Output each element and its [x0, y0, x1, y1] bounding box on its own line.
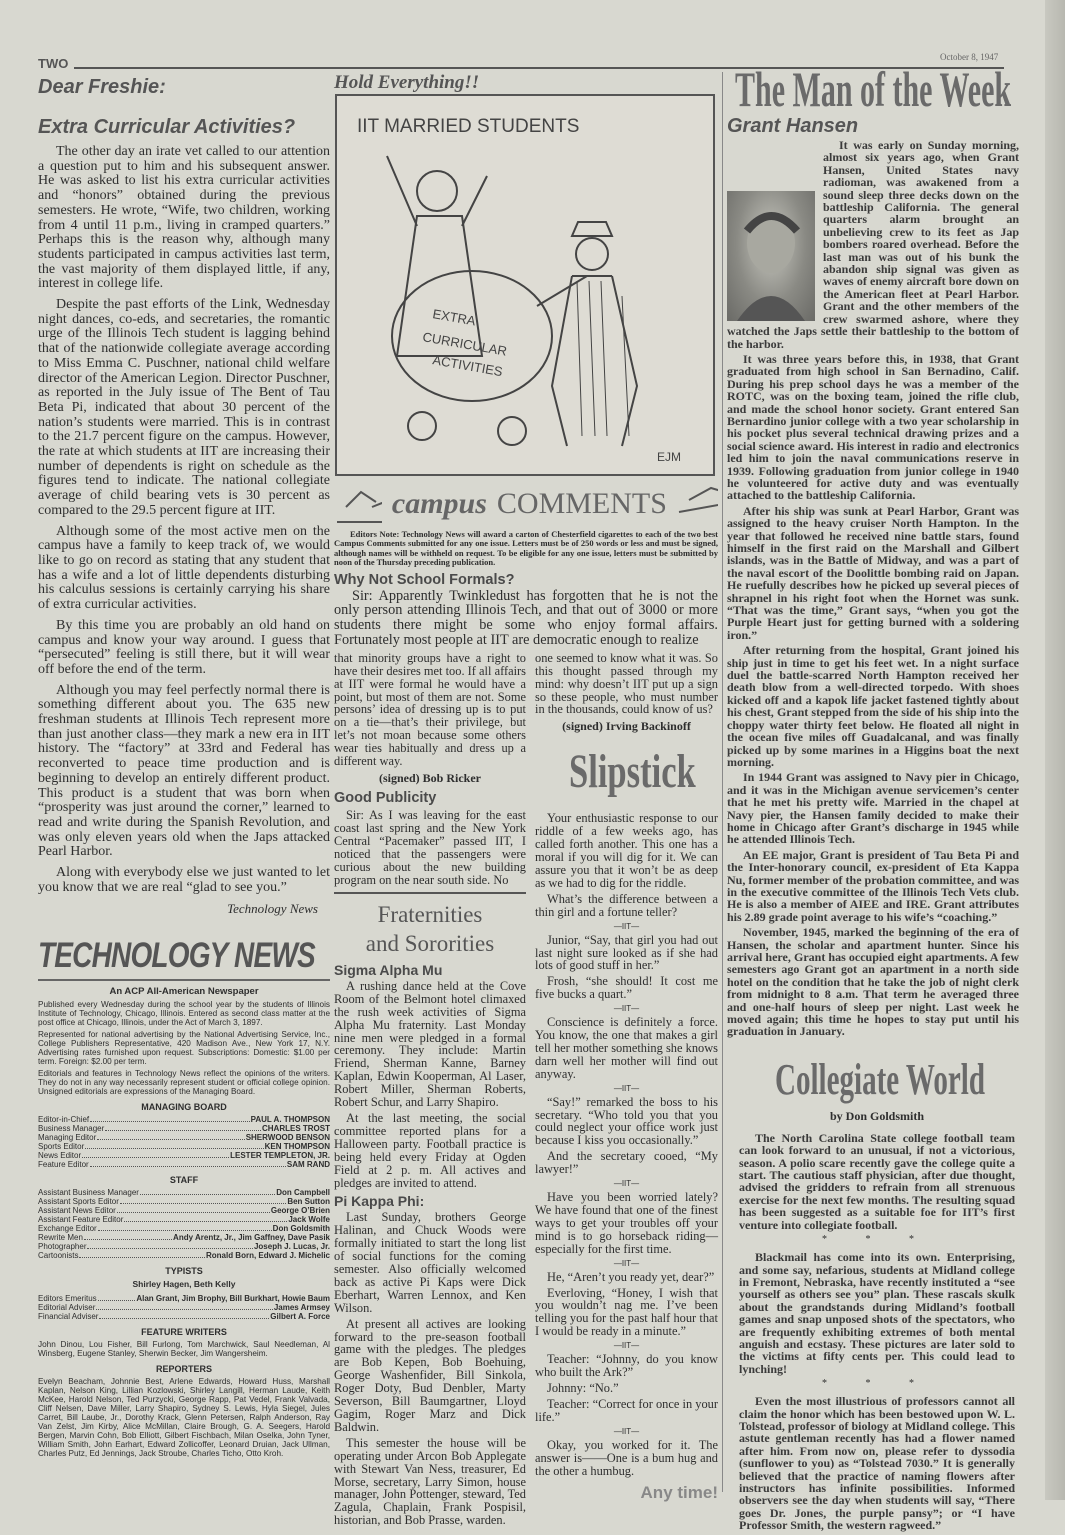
masthead-logo-box: [38, 935, 330, 981]
masthead-info: Editorials and features in Technology News reflect the opinions of the writers. They do not in any way necessarily represent student or official college opinion. Unsigned editorials are expressions of the Managing Board.: [38, 1069, 330, 1097]
portrait-silhouette: [727, 191, 815, 321]
reporters-names: Evelyn Beacham, Johnnie Best, Arlene Edwards, Howard Huss, Marshall Kaplan, Nelson King, Lillian Kozlowski, Shirley Langill, Herman Laude, Keith McKee, Harold Nelson, Ted Purzycki, George Rapp, Pat Vedel, Frank Valvada, Cliff Nelsen, Dave Miller, Larry Shapiro, Sydney S. Lewis, Hyla Siegel, Jules Carret, Bill Laube, Jr., Dorothy Krack, Glenn Petersen, Ralph Anderson, Ray Van Zelst, Jim Kirby, Alice McMillan, Claire Brough, G. A. Seegers, Harold Bergen, Marvin Cohn, Bob Elliott, Gilbert Fischbach, Milan Oselka, John Tyner, William Smith, John Earhart, Edward Zollicoffer, Leonard Druian, Jack Ullman, Charles Putz, Ed Jennings, Jack Stroube, Charles Ticho, Otto Kroh.: [38, 1377, 330, 1459]
editorial-kicker: Dear Freshie:: [38, 76, 166, 98]
staff-row: [38, 1142, 330, 1151]
article-paragraph: Even the most illustrious of professors cannot all claim the honor which has been bestowed upon W. L. Tolstead, professor of biology at Midland college. This astute gentleman recently has had a flower named after him. From now on, please refer to dyssodia (sunflower to you) as “Tolstead 7030.” It is generally believed that the practice of naming flowers after instructors has infinite possibilities. Informed observers see the day when students will say, “There goes Dr. Jones, the purple pansy”; or “I have Professor Smith, the western ragweed.”: [739, 1394, 1015, 1533]
fraternity-paragraph: A rushing dance held at the Cove Room of the Belmont hotel climaxed the rush week activities of Sigma Alpha Mu fraternity. Last Monday nine men were pledged in a formal ceremony. They include: Martin Friend, Sherman Kanne, Barney Kaplan, Edwin Kooperman, Al Laser, Robert Miller, Sherman Roberts, Robert Schur, and Larry Shapiro.: [334, 978, 526, 1110]
fraternity-paragraph: This semester the house will be operating under Arcon Bob Applegate with Stewart Van Ness, treasurer, Ed Morse, secretary, Larry Simon, house manager, John Pottenger, steward, Ted Zagula, Chaplain, Frank Pospisil, historian, and Bob Prasse, warden.: [334, 1435, 526, 1528]
fraternities-title-line1: Fraternities: [377, 901, 483, 927]
letter-headline: Good Publicity: [334, 789, 437, 806]
joke-separator: —IIT—: [613, 1426, 640, 1436]
feature-writers-names: John Dinou, Lou Fisher, Bill Furlong, Tom Marchwick, Saul Needleman, Al Winsberg, Eugene Stanley, Sherwin Becker, Jim Wangersheim.: [38, 1340, 330, 1359]
staff-row: [38, 1224, 330, 1233]
joke-paragraph: He, “Aren’t you ready yet, dear?”: [547, 1269, 715, 1284]
dot-leader: [105, 1124, 261, 1131]
dot-leader: [96, 1303, 272, 1310]
cartoon-panel: [335, 94, 715, 476]
column-rule: [722, 72, 723, 1492]
fraternity-name: Pi Kappa Phi:: [334, 1193, 425, 1210]
slipstick-title-box: [535, 746, 718, 800]
editorial-paragraph: The other day an irate vet called to our attention a question put to him and his subsequent answer. He was asked to list his extra curricular activities and “honors” obtained during the previous semesters. He wrote, “Wife, two children, working from 4 until 11 p.m., living in cramped quarters.” Perhaps this is the reason why, although many students participated in campus activities last term, the vast majority of them displayed little, if any, interest in college life.: [38, 144, 330, 292]
page-date: October 8, 1947: [940, 52, 999, 62]
fraternity-paragraph: At the last meeting, the social committee reported plans for a Halloween party. Football practice is being held every Friday at Ogden Field at 2 p. m. All actives and pledges are invited to attend.: [334, 1110, 526, 1190]
staff-row: [38, 1303, 330, 1312]
staff-row: [38, 1160, 330, 1169]
man-of-week-column: [727, 61, 1019, 1041]
dot-leader: [79, 1251, 205, 1258]
staff-name: KEN THOMPSON: [264, 1142, 330, 1152]
editorial-paragraph: Although some of the most active men on the campus have a family to keep track of, we would like to go on record as stating that any student that has a wife and a lot of little dependents disturbing his calculus sessions is certainly carrying his share of extra curricular activities.: [38, 523, 330, 613]
article-paragraph: It was three years before this, in 1938, that Grant graduated from high school in San Bernadino, Calif. During his prep school days he was a member of the ROTC, was on the boxing team, joined the rifle club, and made the school honor society. Grant entered San Bernardino junior college with a two year scholarship in his pocket plus several technical drawing prizes and a social science award. His interest in radio and electronics led him to join the naval communications reserve in 1939. Following graduation from junior college in 1940 he volunteered for active duty and was eventually attached to the battleship California.: [727, 351, 1019, 503]
staff-row: [38, 1312, 330, 1321]
joke-paragraph: Have you been worried lately? We have found that one of the finest ways to get your troubles off your mind is to go horseback riding—especially for the first time.: [535, 1190, 718, 1256]
joke-paragraph: Everloving, “Honey, I wish that you wouldn’t nag me. I’ve been telling you for the past half hour that I would be ready in a minute.”: [535, 1285, 718, 1339]
staff-name: George O’Brien: [270, 1206, 330, 1216]
man-of-week-body: [727, 139, 1019, 1041]
dot-leader: [124, 1215, 287, 1222]
joke-separator: —IIT—: [613, 921, 640, 931]
joke-paragraph: Junior, “Say, that girl you had out last night sure looked as if she had lots of good stuff in her.”: [535, 932, 718, 973]
fraternities-title: [334, 900, 526, 958]
joke-paragraph: Frosh, “she should! It cost me five bucks a quart.”: [535, 974, 718, 1002]
staff-name: Don Campbell: [276, 1188, 330, 1198]
staff-row: [38, 1251, 330, 1260]
portrait-photo: [727, 191, 815, 321]
dot-leader: [97, 1133, 244, 1140]
reporters-title: REPORTERS: [155, 1364, 212, 1375]
fraternities-title-line2: and Sororities: [365, 930, 495, 956]
collegiate-world-byline: by Don Goldsmith: [829, 1108, 925, 1123]
staff-name: Don Goldsmith: [272, 1224, 330, 1234]
slipstick-body: [535, 812, 718, 1477]
dot-leader: [98, 1294, 136, 1301]
dot-leader: [90, 1160, 286, 1167]
staff-row: [38, 1215, 330, 1224]
campus-comments-caps: COMMENTS: [496, 487, 667, 520]
article-paragraph: After his ship was sunk at Pearl Harbor, Grant was assigned to the heavy cruiser North Hampton. In the year that followed he received nine battle stars, found himself in the first raid on the Marshall and Gilbert islands, was in the Battle of Midway, and was a part of the naval escort of the Doolittle bombing raid on Japan. He ruefully describes how he picked up several pieces of shrapnel in his right foot when the Hornet was sunk. “That was the time,” Grant says, “when you got the Purple Heart just for getting burned with a soldering iron.”: [727, 503, 1019, 642]
letter-continued: that minority groups have a right to have their desires met too. If all affairs at IIT were formal he would have a point, but most of them are not. Some persons’ idea of dressing up is to put on a tie—that’s their privilege, but let’s not moan because some others wear ties habitually and dress up a different way.: [334, 650, 526, 769]
letter-continued: one seemed to know what it was. So this thought passed through my mind: why doesn’t IIT put up a sign so these people, who must number in the thousands, could know of us?: [535, 650, 718, 717]
staff-row: [38, 1206, 330, 1215]
article-paragraph: An EE major, Grant is president of Tau Beta Pi and the Inter-honorary council, ex-president of Eta Kappa Nu, former member of the probation committee, and was in the executive committee of the Illinois Tech Vets club. He is also a member of AIEE and IRE. Grant attributes his 2.89 grade point average to his wife’s “coaching.”: [727, 847, 1019, 924]
staff-role: Financial Adviser: [38, 1312, 99, 1322]
staff-row: [38, 1124, 330, 1133]
cartoon-drawing: [337, 96, 713, 474]
staff-role: Assistant Feature Editor: [38, 1215, 124, 1225]
editorial-paragraph: Although you may feel perfectly normal there is something different about you. The 635 new freshman students at Illinois Tech represent more than just another class—they mark a new era in IIT history. The “factory” at 33rd and Federal has reconverted to peace time production and is beginning to develop an entirely different product. This product is a student that was born when “prosperity was just around the corner,” learned to read and write during the Spanish Revolution, and was only eleven years old when the Japs attacked Pearl Harbor.: [38, 682, 330, 860]
joke-paragraph: Your enthusiastic response to our riddle of a few weeks ago, has called forth another. This one has a moral if you will dig for it. We can assure you that it won’t be as deep as we had to dig for the riddle.: [535, 811, 718, 890]
staff-row: [38, 1233, 330, 1242]
fraternity-name: Sigma Alpha Mu: [334, 961, 443, 978]
collegiate-world-body: [739, 1132, 1015, 1532]
staff-role: Sports Editor: [38, 1142, 85, 1152]
staff-role: Editor-in-Chief: [38, 1115, 90, 1125]
editors-note: Editors Note: Technology News will award a carton of Chesterfield cigarettes to each of the two best Campus Comments submitted for any one issue. Letters must be of 250 words or less and must be signed, although names will be withheld on request. To be eligible for any one issue, letters must be submitted by noon of the Thursday preceding publication.: [334, 529, 718, 568]
article-paragraph: The North Carolina State college football team can look forward to an unusual, if not a victorious, season. A polio scare recently gave the college quite a start. The cautious staff physician, after due thought, advised the gridders to refrain from all strenuous exercise for the next few months. The resulting squad has been suggested as a suitable foe for IIT’s first venture into collegiate football.: [739, 1130, 1015, 1232]
staff-name: Andy Arentz, Jr., Jim Gaffney, Dave Pasik: [173, 1233, 330, 1243]
joke-paragraph: Johnny: “No.”: [547, 1380, 619, 1395]
joke-separator: —IIT—: [613, 1341, 640, 1351]
man-of-week-title-box: [727, 61, 1019, 117]
reclining-figure-left-icon: [334, 482, 382, 526]
middle-right-subcolumn: [535, 652, 718, 1504]
dot-leader: [85, 1142, 263, 1149]
article-paragraph: After returning from the hospital, Grant joined his ship just in time to get his feet wet. In a night surface duel the battle-scarred North Hampton received her death blow from a well-directed torpedo. With shoes kicked off and a kapok life jacket fastened tightly about his chest, Grant stepped from the side of his ship into the choppy water thirty feet below. He floated all night in the ocean five miles off Guadalcanal, and was finally picked up by some marines in a Higgins boat the next morning.: [727, 643, 1019, 769]
section-divider: * * *: [822, 1378, 932, 1390]
staff-row: [38, 1188, 330, 1197]
reclining-figure-right-icon: [677, 482, 718, 526]
slipstick-signoff: Any time!: [640, 1483, 718, 1503]
dot-leader: [84, 1233, 172, 1240]
staff-list: [38, 1188, 330, 1260]
article-paragraph: It was early on Sunday morning, almost six years ago, when Grant Hansen, United States navy radioman, was awakened from a sound sleep three decks down on the battleship California. The general quarters alarm brought an unbelieving crew to its feet as Jap bombers roared overhead. Before the last man was out of his bunk the abandon ship signal was given as waves of enemy aircraft bore down on the American fleet at Pearl Harbor. Grant and the other members of the crew swarmed ashore, where they watched the Japs settle their battleship to the bottom of the harbor.: [727, 138, 1019, 351]
staff-role: Assistant Business Manager: [38, 1188, 139, 1198]
middle-column: [334, 72, 718, 1530]
editorial-paragraph: Along with everybody else we just wanted to let you know that we are real “glad to see you.”: [38, 865, 330, 895]
dot-leader: [120, 1197, 286, 1204]
fraternity-paragraph: Last Sunday, brothers George Halinan, and Chuck Woods were formally initiated to start the long list of social functions for the coming semester. Also officially welcomed back as active Pi Kaps were Dick Eberhart, Warren Lennox, and Ken Wilson.: [334, 1210, 526, 1315]
man-of-week-title: The Man of the Week: [735, 61, 1012, 117]
staff-role: Assistant News Editor: [38, 1206, 116, 1216]
staff-role: Feature Editor: [38, 1160, 89, 1170]
editorial-headline: Extra Curricular Activities?: [38, 116, 296, 138]
feature-writers-title: FEATURE WRITERS: [141, 1327, 227, 1338]
collegiate-world-title: Collegiate World: [775, 1054, 985, 1104]
staff-name: James Armsey: [273, 1303, 330, 1313]
staff-role: News Editor: [38, 1151, 82, 1161]
editorial-column: [38, 76, 330, 917]
dot-leader: [140, 1188, 275, 1195]
editorial-signature: Technology News: [227, 901, 318, 917]
dot-leader: [117, 1206, 270, 1213]
letter-signature: (signed) Irving Backinoff: [562, 719, 691, 734]
left-column: [38, 76, 330, 1461]
joke-paragraph: What’s the difference between a thin girl and a fortune teller?: [535, 891, 718, 919]
joke-paragraph: And the secretary cooed, “My lawyer!”: [535, 1149, 718, 1177]
staff-row: [38, 1151, 330, 1160]
dot-leader: [82, 1151, 229, 1158]
staff-name: Alan Grant, Jim Brophy, Bill Burkhart, Howie Baum: [136, 1294, 330, 1304]
masthead-info: Represented for national advertising by the National Advertising Service, Inc., College Publishers Representative, 420 Madison Ave., New York 17, N.Y. Advertising rates furnished upon request. Subscriptions: Domestic: $1.00 per term. Foreign: $2.00 per term.: [38, 1030, 330, 1067]
staff-role: Managing Editor: [38, 1133, 97, 1143]
letter-headline: Why Not School Formals?: [334, 571, 515, 588]
staff-row: [38, 1294, 330, 1303]
advisers-list: [38, 1294, 330, 1321]
joke-paragraph: Teacher: “Correct for once in your life.”: [535, 1396, 718, 1424]
managing-board-title: MANAGING BOARD: [141, 1102, 227, 1113]
collegiate-world-column: [727, 1054, 1019, 1533]
middle-subcolumns: [334, 652, 718, 1530]
man-of-week-name: Grant Hansen: [727, 115, 859, 137]
editorial-paragraph: By this time you are probably an old hand on campus and know your way around. I guess that “persecuted” feeling is still there, but it will wear off before the end of the term.: [38, 617, 330, 677]
section-rule: [334, 892, 526, 894]
right-column: [727, 61, 1019, 1535]
section-divider: * * *: [822, 1234, 932, 1246]
campus-comments-header: [334, 480, 718, 528]
campus-comments-script: campus: [391, 487, 487, 520]
pram-label-3: ACTIVITIES: [431, 352, 504, 380]
staff-name: Joseph J. Lucas, Jr.: [253, 1242, 330, 1252]
staff-name: Gilbert A. Force: [270, 1312, 330, 1322]
article-paragraph: In 1944 Grant was assigned to Navy pier in Chicago, and it was in the Michigan avenue servicemen’s center that he met his pretty wife. Married in the chapel at Navy pier, the Hansen family decided to make their home in Chicago after Grant’s discharge in 1945 while he attended Illinois Tech.: [727, 770, 1019, 847]
joke-paragraph: Okay, you worked for it. The answer is——One is a bum hug and the other a humbug.: [535, 1437, 718, 1478]
fraternity-paragraph: At present all actives are looking forward to the pre-season football game with the pledges. The pledges are Bob Kepen, Bob Boehuing, George Washenfider, Bill Sinkola, Roger Doty, Bud Denbler, Marty Severson, Bill Baumgartner, Lloyd Gagim, Roger Marz and Dick Baldwin.: [334, 1316, 526, 1434]
dot-leader: [99, 1312, 269, 1319]
editorial-paragraph: Despite the past efforts of the Link, Wednesday night dances, co-eds, and secretaries, the romantic urge of the Illinois Tech student is lagging behind that of the nationwide collegiate average according to Miss Emma C. Puschner, national child welfare director of the American Legion. Director Puschner, as reported in the July issue of The Bent of Tau Beta Pi, indicated that about 30 percent of the nation’s students were married. This is in contrast to the 21.7 percent figure on the campus. However, the rate at which students at IIT are increasing their number of dependents is right on schedule as the figures tend to indicate. The national collegiate average of child bearing vets is 30 percent as compared to the 29.5 percent figure at IIT.: [38, 297, 330, 518]
article-paragraph: November, 1945, marked the beginning of the era of Hansen, the scholar and apartment hunter. Since his arrival here, Grant has occupied eight apartments. A few semesters ago Grant got an apartment in a north side hotel on the condition that he take the job of night clerk from midnight to 8 a.m. That term he averaged three and one-half hours of sleep per night. Last week he moved again; this time he hopes to stay put until his graduation in January.: [727, 925, 1019, 1039]
joke-separator: —IIT—: [613, 1004, 640, 1014]
staff-name: Ronald Born, Edward J. Michelic: [205, 1251, 330, 1261]
staff-name: Jack Wolfe: [288, 1215, 330, 1225]
staff-row: [38, 1242, 330, 1251]
staff-role: Editorial Adviser: [38, 1303, 96, 1313]
letter-wide-text: Sir: Apparently Twinkledust has forgotten that he is not the only person attending Illinois Tech, and that out of 3000 or more students there might be some who enjoy formal affairs. Fortunately most people at IIT are democratic enough to realize: [334, 587, 718, 649]
middle-left-subcolumn: [334, 652, 526, 1530]
staff-row: [38, 1197, 330, 1206]
staff-title: STAFF: [169, 1175, 199, 1186]
joke-paragraph: Teacher: “Johnny, do you know who built the Ark?”: [535, 1352, 718, 1380]
staff-role: Business Manager: [38, 1124, 105, 1134]
staff-row: [38, 1115, 330, 1124]
page-number-label: TWO: [38, 56, 69, 71]
collegiate-world-title-box: [739, 1054, 1015, 1104]
managing-board-list: [38, 1115, 330, 1169]
pram-label-1: EXTRA: [431, 306, 477, 329]
cartoon-banner: IIT MARRIED STUDENTS: [357, 116, 580, 137]
staff-name: SAM RAND: [286, 1160, 330, 1170]
typists-names: Shirley Hagen, Beth Kelly: [132, 1279, 236, 1290]
staff-role: Exchange Editor: [38, 1224, 97, 1234]
masthead-logo: TECHNOLOGY NEWS: [38, 936, 315, 976]
pram-label-2: CURRICULAR: [421, 329, 509, 359]
staff-role: Assistant Sports Editor: [38, 1197, 119, 1207]
joke-separator: —IIT—: [613, 1258, 640, 1268]
staff-row: [38, 1133, 330, 1142]
masthead-tagline: An ACP All-American Newspaper: [109, 986, 259, 998]
staff-name: LESTER TEMPLETON, JR.: [230, 1151, 330, 1161]
cartoon-title: Hold Everything!!: [334, 72, 480, 93]
joke-separator: —IIT—: [613, 1083, 640, 1093]
staff-role: Rewrite Men: [38, 1233, 83, 1243]
staff-name: Ben Sutton: [287, 1197, 330, 1207]
joke-separator: —IIT—: [613, 1179, 640, 1189]
joke-paragraph: “Say!” remarked the boss to his secretary. “Who told you that you could neglect your office work just because I kiss you occasionally.”: [535, 1094, 718, 1148]
masthead-info: Published every Wednesday during the school year by the students of Illinois Institute of Technology, Chicago, Illinois. Entered as second class matter at the post office at Chicago, Illinois, under the Act of March 3, 1897.: [38, 1000, 330, 1028]
staff-role: Photographer: [38, 1242, 87, 1252]
dot-leader: [98, 1224, 272, 1231]
page-right-edge: [1045, 0, 1065, 1500]
staff-name: PAUL A. THOMPSON: [250, 1115, 330, 1125]
staff-role: Cartoonists: [38, 1251, 79, 1261]
dot-leader: [87, 1242, 252, 1249]
letter-signature: (signed) Bob Ricker: [379, 770, 481, 785]
student-figure-right: [552, 222, 637, 446]
typists-title: TYPISTS: [165, 1266, 203, 1277]
editorial-body: [38, 145, 330, 895]
staff-name: SHERWOOD BENSON: [245, 1133, 330, 1143]
staff-name: CHARLES TROST: [262, 1124, 330, 1134]
dot-leader: [90, 1115, 249, 1122]
article-paragraph: Blackmail has come into its own. Enterprising, and some say, nefarious, students at Midland college in Fremont, Nebraska, have recently instituted a “see yourself as others see you” plan. These rascals skulk about the grandstands during Midland’s football games and snap unposed shots of the spectators, who are frequently exhibiting extremes of both mental anguish and ecstasy. These pictures are later sold to the victims at fifty cents per. This could lead to lynching!: [739, 1250, 1015, 1376]
cartoon-artist-signature: EJM: [657, 450, 681, 464]
slipstick-title: Slipstick: [569, 745, 696, 799]
joke-paragraph: Conscience is definitely a force. You know, the one that makes a girl tell her mother something she knows darn well her mother will find out anyway.: [535, 1015, 718, 1081]
masthead: [38, 935, 330, 1458]
staff-role: Editors Emeritus: [38, 1294, 97, 1304]
letter-text: Sir: As I was leaving for the east coast last spring and the New York Central “Pacemaker” passed IIT, I noticed that the passengers were curious about the new building program on the near south side. No: [334, 807, 526, 887]
